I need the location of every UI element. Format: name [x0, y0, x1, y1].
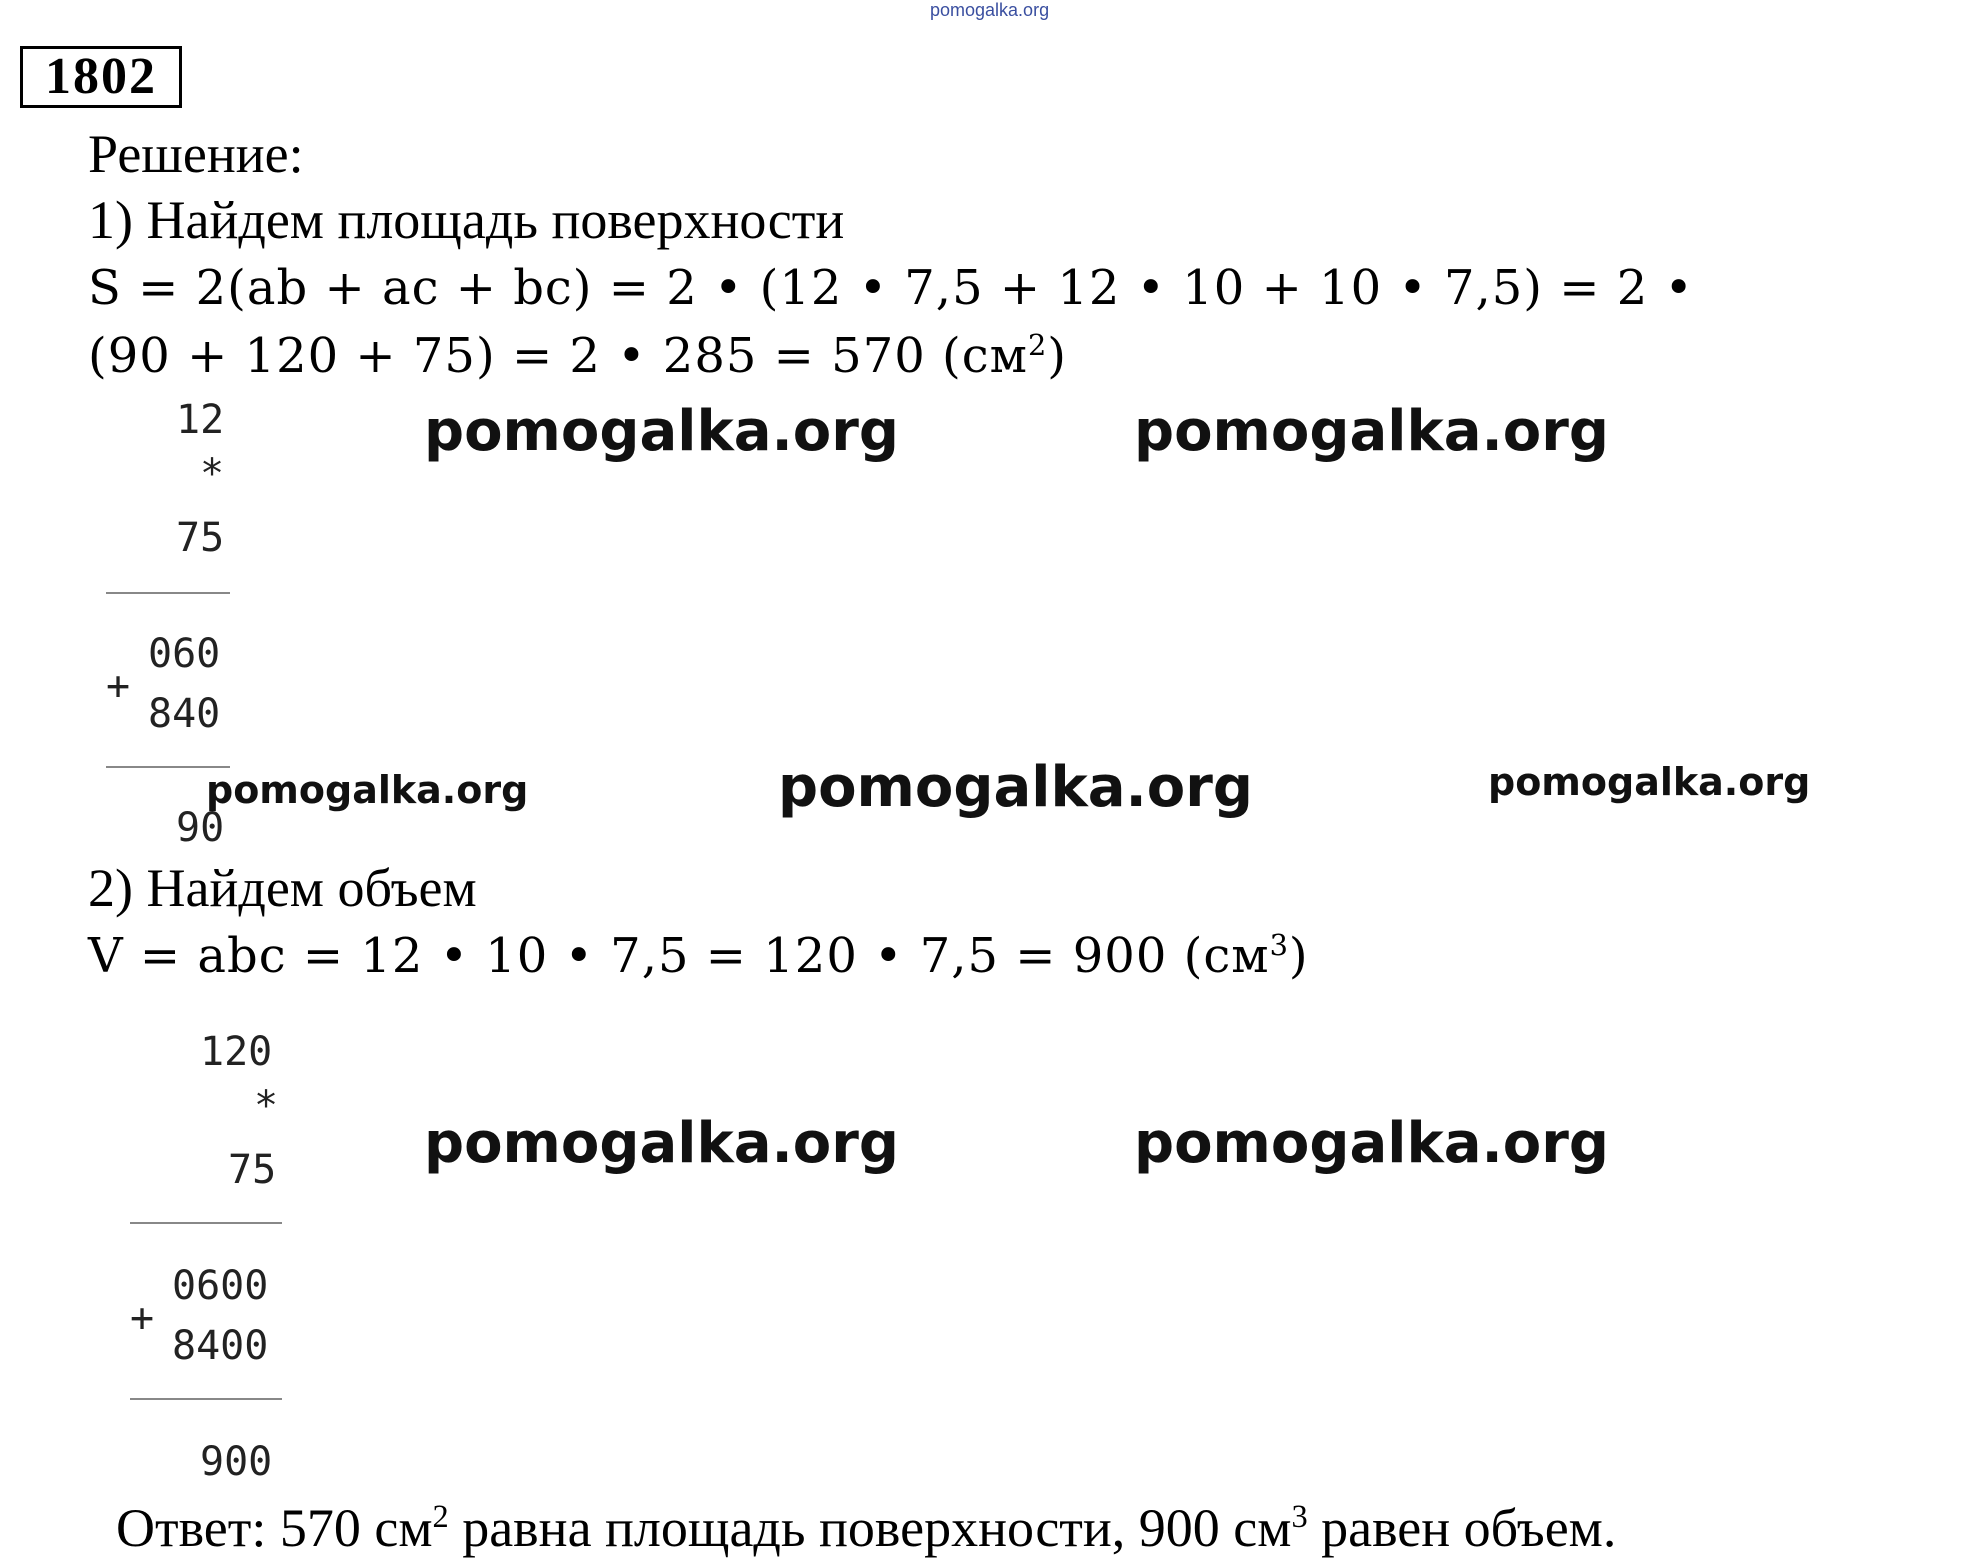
- calc1-divider-top: [106, 592, 230, 594]
- calc1-partial-2: 840: [148, 691, 221, 737]
- calc2-plus: +: [130, 1295, 155, 1341]
- calc2-partial-2: 8400: [172, 1323, 269, 1369]
- step2-title: 2) Найдем объем: [88, 858, 477, 918]
- calc2-operand-b: 75: [228, 1147, 277, 1193]
- step1-title: 1) Найдем площадь поверхности: [88, 190, 845, 250]
- calc1-operand-b: 75: [176, 515, 225, 561]
- calc1-partial-1: 060: [148, 631, 221, 677]
- watermark-4: pomogalka.org: [778, 755, 1253, 820]
- surface-exponent: 2: [1027, 328, 1048, 362]
- volume-formula-text: V = abc = 12 • 10 • 7,5 = 120 • 7,5 = 900 (см: [88, 928, 1270, 984]
- surface-result-line: [88, 326, 1067, 386]
- answer-exp1: 2: [432, 1499, 449, 1535]
- surface-close-paren: ): [1047, 328, 1068, 384]
- calc2-partial-1: 0600: [172, 1263, 269, 1309]
- watermark-3: pomogalka.org: [206, 768, 529, 812]
- watermark-1: pomogalka.org: [424, 399, 899, 464]
- calc1-plus: +: [106, 663, 131, 709]
- watermark-5: pomogalka.org: [1488, 760, 1811, 804]
- calc2-operator: *: [254, 1083, 279, 1129]
- volume-exponent: 3: [1269, 928, 1289, 962]
- calc1-operand-a: 12: [176, 397, 225, 443]
- calc2-divider-top: [130, 1222, 282, 1224]
- calc1-result: 90: [176, 805, 225, 851]
- answer-exp2: 3: [1291, 1499, 1308, 1535]
- calc1-operator: *: [200, 451, 225, 497]
- watermark-6: pomogalka.org: [424, 1111, 899, 1176]
- volume-formula-line: [88, 926, 1309, 986]
- problem-number: 1802: [20, 46, 182, 108]
- answer-part3: равен объем.: [1307, 1498, 1617, 1558]
- calc2-operand-a: 120: [200, 1029, 273, 1075]
- calc2-divider-bottom: [130, 1398, 282, 1400]
- calc2-result: 900: [200, 1439, 273, 1485]
- surface-formula-line: S = 2(ab + ac + bc) = 2 • (12 • 7,5 + 12 • 10 + 10 • 7,5) = 2 •: [88, 260, 1694, 316]
- volume-close-paren: ): [1288, 928, 1309, 984]
- watermark-2: pomogalka.org: [1134, 399, 1609, 464]
- surface-result-text: (90 + 120 + 75) = 2 • 285 = 570 (см: [88, 328, 1028, 384]
- watermark-7: pomogalka.org: [1134, 1111, 1609, 1176]
- top-watermark: pomogalka.org: [930, 0, 1050, 20]
- solution-heading: Решение:: [88, 124, 304, 184]
- answer-part1: Ответ: 570 см: [116, 1498, 433, 1558]
- answer-part2: равна площадь поверхности, 900 см: [448, 1498, 1292, 1558]
- answer-line: [116, 1498, 1616, 1558]
